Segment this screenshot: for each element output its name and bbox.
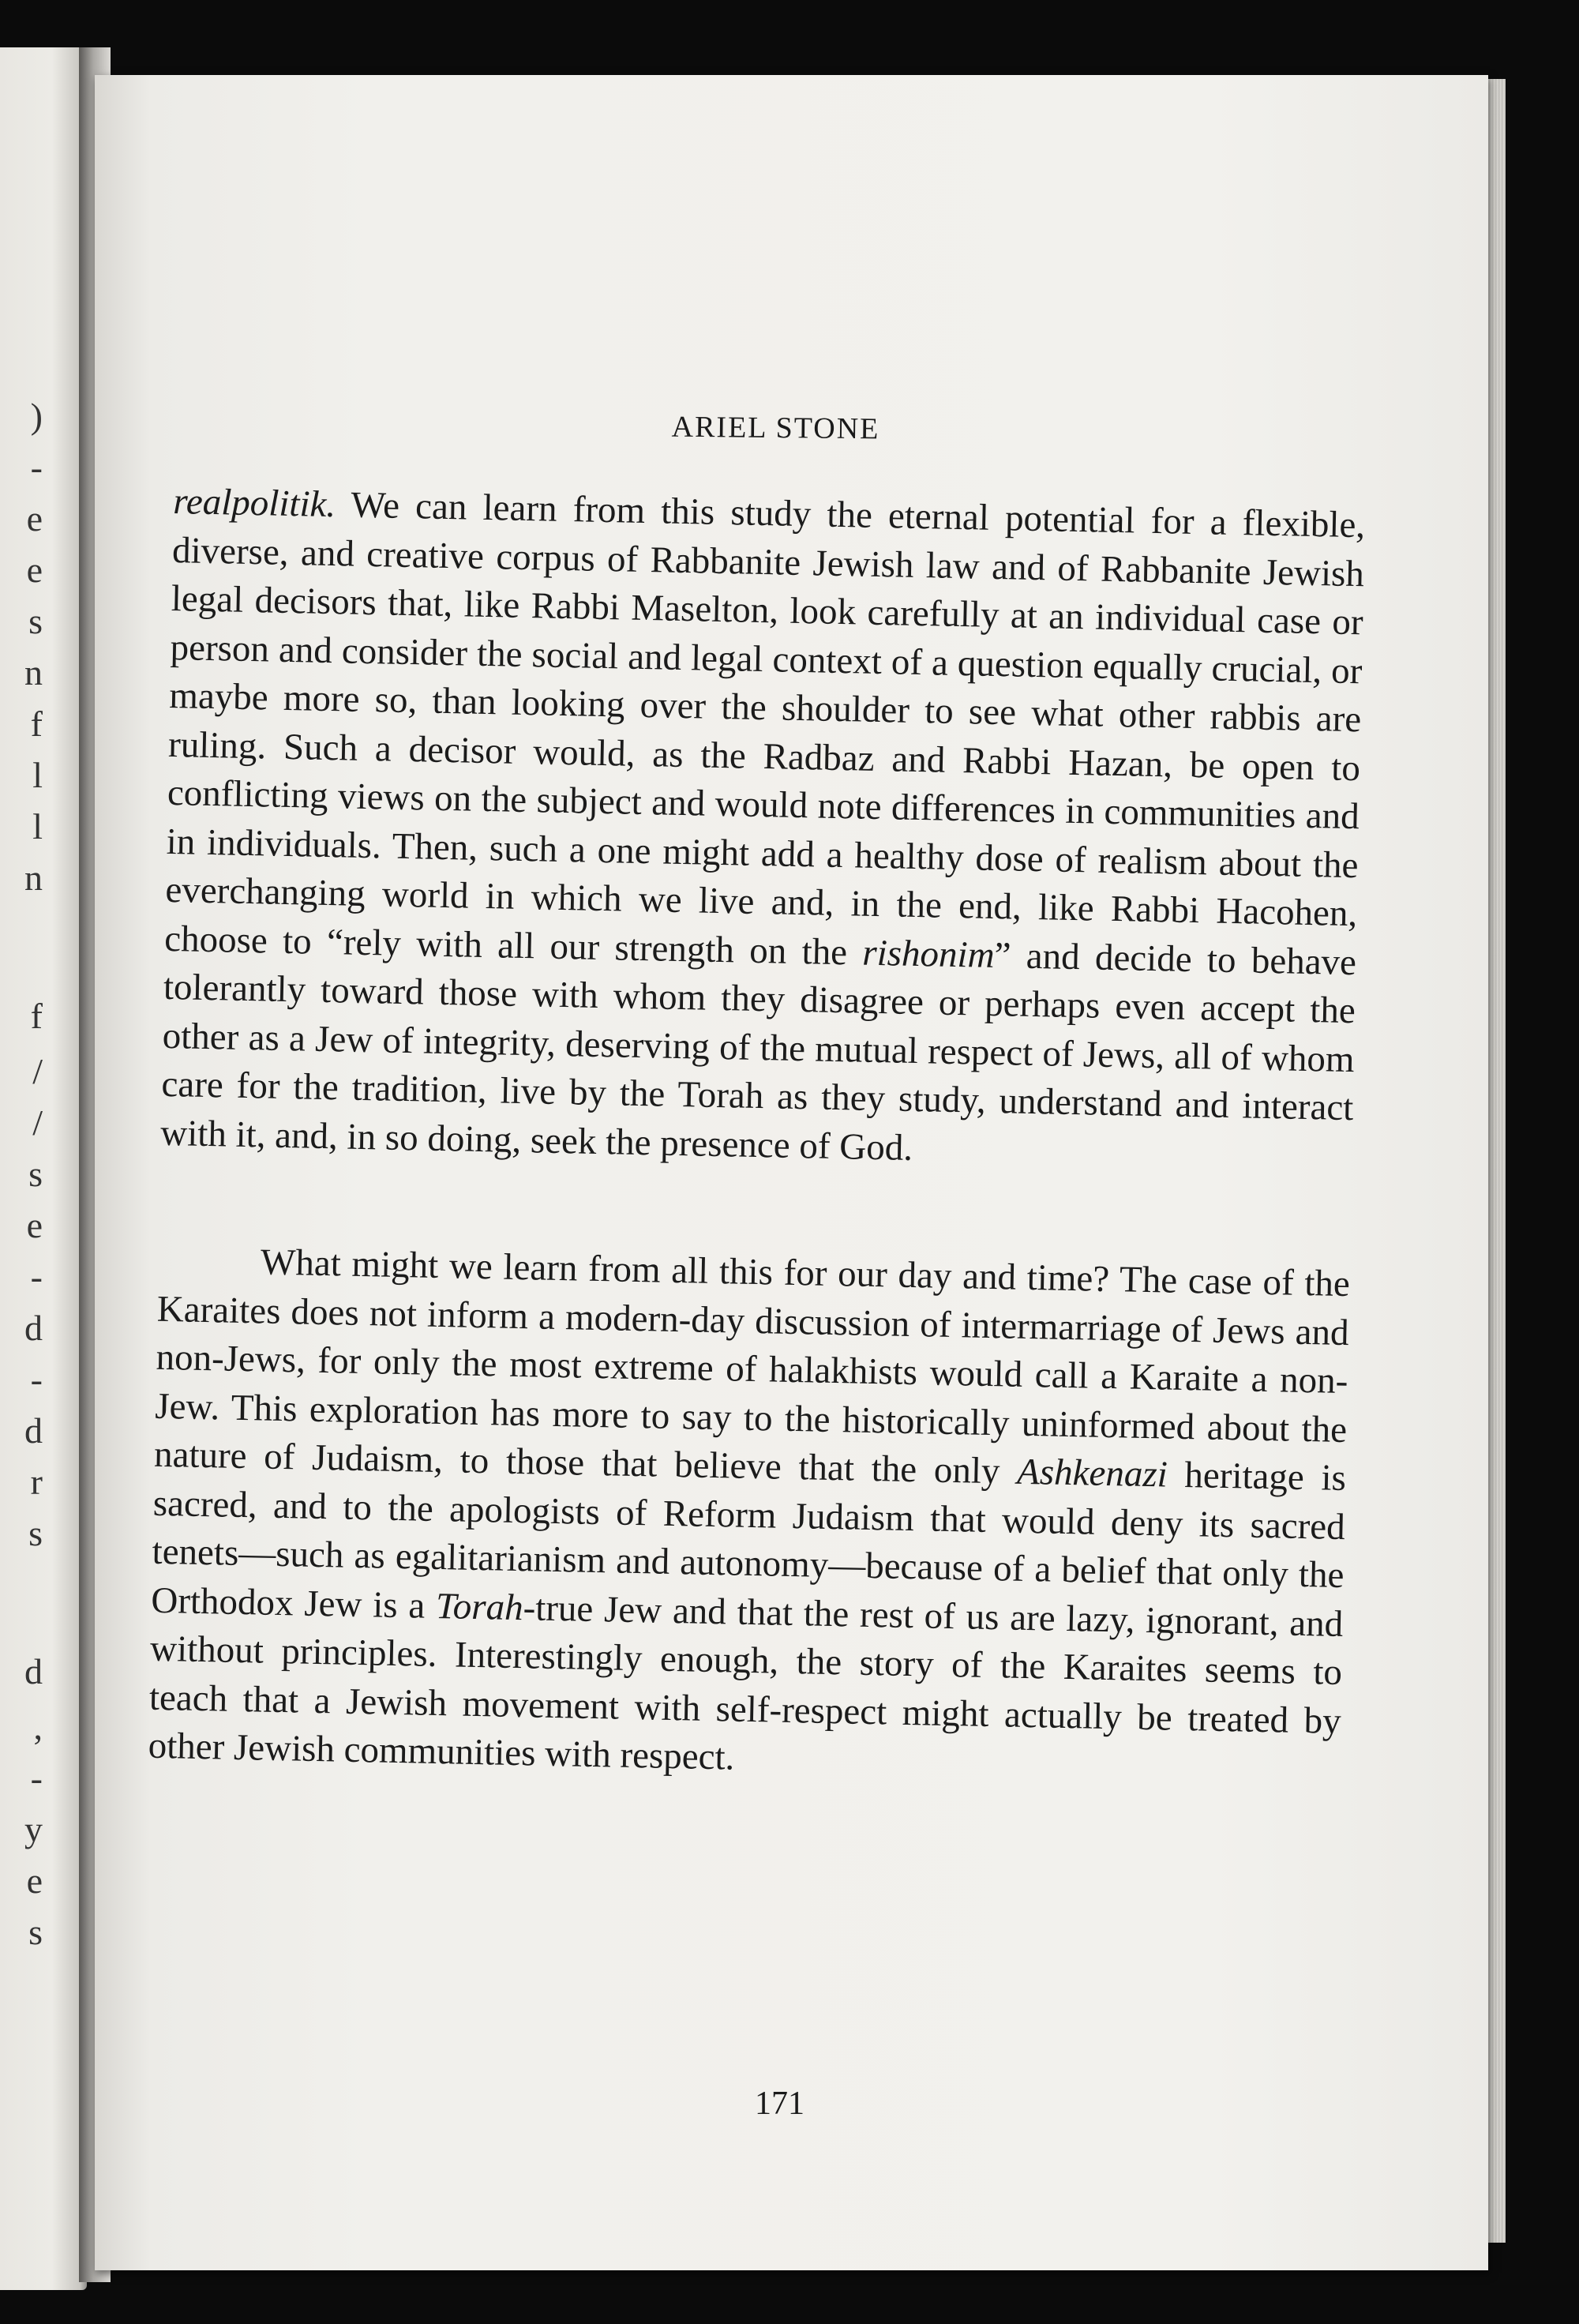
- edge-glyph: l: [32, 755, 43, 795]
- edge-glyph: l: [32, 806, 43, 847]
- edge-glyph: e: [26, 550, 43, 590]
- edge-glyph: n: [24, 652, 43, 693]
- text-run: We can learn from this study the eternal potential for a flexible, diverse, and creative corpus of Rabbanite Jewish law and of Rabbanite Jewish legal decisors that, like Rabbi Maselton, look carefully at an individual case or person and consider the social and legal context of a question equally crucial, or maybe more so, than looking over the shoulder to see what other rabbis are ruling. Such a decisor would, as the Radbaz and Rabbi Hazan, be open to conflicting views on the subject and would note differences in communities and in individuals. Then, such a one might add a healthy dose of realism about the everchanging world in which we live and, in the end, like Rabbi Hacohen, choose to “rely with all our strength on the: [163, 484, 1366, 974]
- paragraph-1: [160, 478, 1366, 1181]
- edge-glyph: ,: [33, 1706, 43, 1747]
- edge-glyph: -: [30, 1758, 43, 1798]
- edge-glyph: ): [30, 396, 43, 436]
- edge-glyph: d: [24, 1308, 43, 1348]
- edge-glyph: -: [30, 1256, 43, 1297]
- book-page: [95, 75, 1488, 2270]
- page-number: 171: [755, 2086, 805, 2122]
- text-run: ” and decide to behave tolerantly toward those with whom they disagree or perhaps even accept the other as a Jew of integrity, deserving of the mutual respect of Jews, all of whom care for the tradition, live by the Torah as they study, understand and interact with it, and, in so doing, seek the presence of God.: [159, 934, 1357, 1169]
- edge-glyph: e: [26, 498, 43, 539]
- edge-glyph: f: [30, 704, 43, 744]
- edge-glyph: -: [30, 447, 43, 487]
- edge-glyph: d: [24, 1651, 43, 1691]
- edge-glyph: y: [24, 1809, 43, 1849]
- page-block-edge: [1488, 79, 1506, 2243]
- edge-glyph: f: [30, 996, 43, 1036]
- italic-term: Ashkenazi: [1016, 1451, 1168, 1496]
- text-run: -true Jew and that the rest of us are lazy, ignorant, and without principles. Interestingly enough, the story of the Karaites seems to teach that a Jewish movement with self-respect might actually be treated by other Jewish communities with respect.: [148, 1586, 1344, 1778]
- edge-glyph: /: [32, 1102, 43, 1143]
- facing-page-edge-glyphs: [0, 47, 47, 2290]
- italic-term: Torah: [435, 1585, 524, 1628]
- edge-glyph: r: [30, 1462, 43, 1502]
- running-head: ARIEL STONE: [671, 410, 880, 446]
- italic-term: realpolitik.: [172, 480, 336, 526]
- edge-glyph: s: [28, 1154, 43, 1194]
- facing-page-strip: [0, 47, 87, 2290]
- paragraph-2: [148, 1237, 1350, 1795]
- edge-glyph: e: [26, 1205, 43, 1245]
- edge-glyph: e: [26, 1860, 43, 1901]
- edge-glyph: s: [28, 1912, 43, 1952]
- italic-term: rishonim: [861, 932, 996, 976]
- edge-glyph: s: [28, 601, 43, 641]
- edge-glyph: n: [24, 858, 43, 898]
- edge-glyph: d: [24, 1410, 43, 1451]
- text-run: heritage is sacred, and to the apologists of Reform Judaism that would deny its sacred tenets—such as egalitarianism and autonomy—because of a belief that only the Orthodox Jew is a: [150, 1454, 1347, 1627]
- text-run: What might we learn from all this for our day and time? The case of the Karaites does not inform a modern-day discussion of intermarriage of Jews and non-Jews, for only the most extreme of halakhists would call a Karaite a non-Jew. This exploration has more to say to the historically uninformed about the nature of Judaism, to those that believe that the only: [153, 1241, 1351, 1492]
- body-text: [148, 478, 1366, 1794]
- edge-glyph: /: [32, 1051, 43, 1091]
- edge-glyph: -: [30, 1359, 43, 1399]
- edge-glyph: s: [28, 1513, 43, 1553]
